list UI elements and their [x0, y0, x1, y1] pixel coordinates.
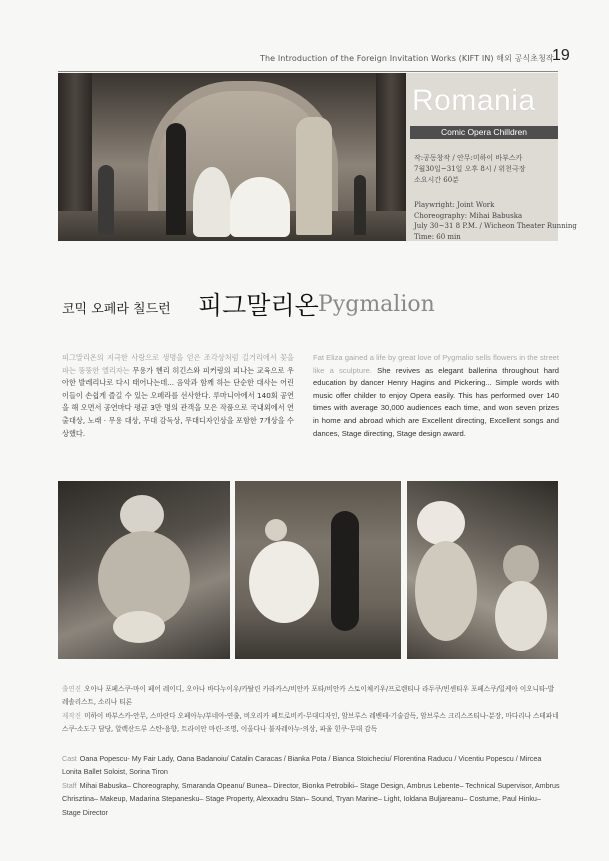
synopsis-english-main: She revives as elegant ballerina throughout hard education by dancer Henry Hagins and Pickering... Simple words with music offer childer to enjoy Opera easily. This has performed over 140 times with average 30,000 audiences each time, and won seven prizes in home and abroad which are Excellent directing, Excellent songs and dances, Stage directing, Stage design award.	[313, 365, 560, 438]
stage-photo-dance	[235, 481, 401, 659]
hero-stage-photo	[58, 73, 406, 241]
synopsis-korean-main: 무용가 헨리 히긴스와 피커링의 피나는 교육으로 우아한 발레리나로 다시 태어나는데... 음악과 함께 하는 단순한 대사는 어린이들이 손쉽게 즐길 수 있는 오페라를 선사한다. 루마니아에서 140회 공연을 해 오면서 공연마다 평균 3만 명의 관객을 모은 작품으로 국내외에서 연출대상, 노래 · 무용 대상, 무대 감독상, 무대디자인상을 포함한 7개상을 수상했다.	[62, 365, 294, 438]
cast-english: Cast Oana Popescu- My Fair Lady, Oana Badanoiu/ Catalin Caracas / Bianka Pota / Bianca Stoicheciu/ Florentina Raducu / Vicentiu Popescu / Mircea Lonita Ballet Soloist, Sorina Tiron	[62, 754, 542, 777]
title-korean: 피그말리온	[198, 291, 319, 320]
staff-english: Staff Mihai Babuska– Choreography, Smaranda Opeanu/ Bunea– Director, Bionka Petrobiki– Stage Design, Ambrus Lebente– Technical Supervisor, Ambrus Chrisztina– Makeup, Madarina Stepanesku– Stage Property, Alexxadru Stan– Sound, Tryan Marine– Light, Ioldana Buljareanu– Costume, Paul Hinku– Stage Director	[62, 781, 560, 817]
synopsis-korean	[62, 352, 294, 440]
credits-korean: 작:공동창작 / 안무:미하이 바부스카 7월30일~31일 오후 8시 / 위천극장 소요시간 60분	[414, 154, 526, 184]
credits-english: Playwright: Joint Work Choreography: Mihai Babuska July 30~31 8 P.M. / Wicheon Theater Running Time: 60 min	[414, 201, 577, 241]
header-rule	[58, 71, 558, 72]
cast-korean: 출연진 오아나 포페스쿠-마이 페어 레이디, 오아나 바다누이우/카탈린 카라카스/비안카 포타/비안카 스토이체키우/프로렌티나 라두쿠/빈센티우 포페스쿠/밀케아 이오니타-발레솔리스트, 소리나 티론	[62, 685, 555, 707]
country-title: Romania	[412, 84, 536, 117]
synopsis-english-lead: Fat Eliza gained a life by great love of Pygmalio sells flowers in the street like a sculpture.	[313, 353, 559, 375]
staff-korean: 제작진 미하이 바부스카-안무, 스마란다 오페아누/부네아-연출, 비오리카 페트로비키-무대디자인, 암브루스 레벤테-기술감독, 암브루스 크리스즈티나-분장, 마다리나 스테파네스쿠-소도구 담당, 알렉산드루 스탄-음향, 트라이안 마린-조명, 이올다나 불자레아누-의상, 파울 힌쿠-무대 감독	[62, 712, 559, 734]
title-korean-prefix: 코믹 오페라 칠드런	[62, 302, 171, 317]
page-number: 19	[552, 47, 570, 64]
synopsis-english	[313, 352, 559, 440]
title-english: Pygmalion	[318, 292, 435, 317]
stage-photo-flower-seller	[58, 481, 230, 659]
stage-photo-ensemble	[407, 481, 558, 659]
production-subtitle: Comic Opera Chilldren	[410, 126, 558, 139]
synopsis-korean-lead: 피그말리온의 지극한 사랑으로 생명을 얻은 조각상처럼 길거리에서 꽃을 파는 뚱뚱한 엘리자는	[62, 353, 294, 375]
running-head: The Introduction of the Foreign Invitation Works (KIFT IN) 해외 공식초청작	[260, 54, 554, 63]
